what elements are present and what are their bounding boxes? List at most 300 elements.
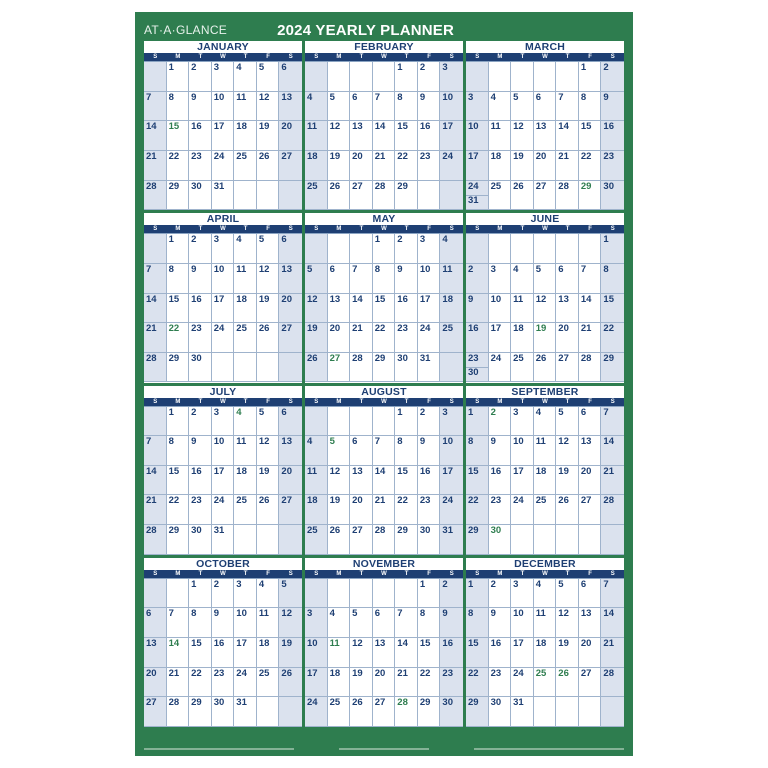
- day-cell[interactable]: [440, 181, 463, 211]
- day-cell[interactable]: [489, 495, 512, 525]
- day-cell[interactable]: [212, 579, 235, 609]
- day-cell[interactable]: [144, 579, 167, 609]
- day-cell[interactable]: [556, 697, 579, 727]
- day-cell[interactable]: [279, 181, 302, 211]
- day-cell[interactable]: [167, 294, 190, 324]
- day-cell[interactable]: [234, 608, 257, 638]
- day-cell[interactable]: [212, 323, 235, 353]
- day-cell[interactable]: [189, 407, 212, 437]
- day-cell[interactable]: [234, 151, 257, 181]
- day-cell[interactable]: [167, 264, 190, 294]
- day-cell[interactable]: [279, 151, 302, 181]
- day-cell[interactable]: [279, 608, 302, 638]
- day-cell[interactable]: [189, 436, 212, 466]
- day-cell[interactable]: [579, 121, 602, 151]
- day-cell[interactable]: [257, 181, 280, 211]
- day-cell[interactable]: [350, 466, 373, 496]
- day-cell[interactable]: [234, 525, 257, 555]
- day-cell[interactable]: [257, 436, 280, 466]
- day-cell[interactable]: [234, 668, 257, 698]
- day-cell[interactable]: [212, 92, 235, 122]
- day-cell[interactable]: [373, 294, 396, 324]
- day-cell[interactable]: [279, 121, 302, 151]
- day-cell[interactable]: [601, 121, 624, 151]
- day-cell[interactable]: [489, 121, 512, 151]
- day-cell[interactable]: [511, 638, 534, 668]
- day-cell[interactable]: [601, 234, 624, 264]
- day-cell[interactable]: [395, 495, 418, 525]
- day-cell[interactable]: [534, 466, 557, 496]
- day-cell[interactable]: [373, 234, 396, 264]
- day-cell[interactable]: [601, 668, 624, 698]
- day-cell[interactable]: [534, 525, 557, 555]
- day-cell[interactable]: [167, 407, 190, 437]
- day-cell[interactable]: [579, 525, 602, 555]
- day-cell[interactable]: [395, 234, 418, 264]
- day-cell[interactable]: [601, 579, 624, 609]
- day-cell[interactable]: [279, 353, 302, 383]
- day-cell[interactable]: [350, 92, 373, 122]
- day-cell[interactable]: [144, 608, 167, 638]
- day-cell[interactable]: [328, 62, 351, 92]
- day-cell[interactable]: [328, 436, 351, 466]
- day-cell[interactable]: [466, 697, 489, 727]
- day-cell[interactable]: [234, 92, 257, 122]
- day-cell[interactable]: [440, 407, 463, 437]
- day-cell[interactable]: [189, 525, 212, 555]
- day-cell[interactable]: [350, 181, 373, 211]
- day-cell[interactable]: [279, 436, 302, 466]
- day-cell[interactable]: [579, 608, 602, 638]
- day-cell[interactable]: [556, 353, 579, 383]
- day-cell[interactable]: [418, 234, 441, 264]
- day-cell[interactable]: [279, 323, 302, 353]
- day-cell[interactable]: [440, 525, 463, 555]
- day-cell[interactable]: [440, 466, 463, 496]
- day-cell[interactable]: [579, 495, 602, 525]
- day-cell[interactable]: [466, 608, 489, 638]
- day-cell[interactable]: [350, 323, 373, 353]
- day-cell[interactable]: [373, 62, 396, 92]
- day-cell[interactable]: [534, 323, 557, 353]
- day-cell[interactable]: [373, 668, 396, 698]
- day-cell[interactable]: [395, 525, 418, 555]
- day-cell[interactable]: [489, 151, 512, 181]
- day-cell[interactable]: [212, 151, 235, 181]
- day-cell[interactable]: [534, 697, 557, 727]
- day-cell[interactable]: [534, 294, 557, 324]
- day-cell[interactable]: [466, 234, 489, 264]
- day-cell[interactable]: [234, 323, 257, 353]
- day-cell[interactable]: [189, 121, 212, 151]
- day-cell[interactable]: [466, 121, 489, 151]
- day-cell[interactable]: [511, 181, 534, 211]
- day-cell[interactable]: [534, 608, 557, 638]
- day-cell[interactable]: [418, 668, 441, 698]
- day-cell[interactable]: [373, 608, 396, 638]
- day-cell[interactable]: [601, 525, 624, 555]
- day-cell[interactable]: [601, 294, 624, 324]
- day-cell[interactable]: [579, 92, 602, 122]
- day-cell[interactable]: [234, 294, 257, 324]
- day-cell[interactable]: [328, 294, 351, 324]
- day-cell[interactable]: [257, 697, 280, 727]
- day-cell[interactable]: [212, 264, 235, 294]
- day-cell[interactable]: [395, 62, 418, 92]
- day-cell[interactable]: [466, 495, 489, 525]
- day-cell[interactable]: [305, 264, 328, 294]
- day-cell[interactable]: [167, 323, 190, 353]
- day-cell[interactable]: [257, 151, 280, 181]
- day-cell[interactable]: [350, 436, 373, 466]
- day-cell[interactable]: [579, 234, 602, 264]
- day-cell[interactable]: [511, 495, 534, 525]
- day-cell[interactable]: [328, 353, 351, 383]
- day-cell[interactable]: [511, 525, 534, 555]
- day-cell[interactable]: [395, 638, 418, 668]
- day-cell[interactable]: [305, 323, 328, 353]
- day-cell[interactable]: [373, 264, 396, 294]
- day-cell[interactable]: [144, 436, 167, 466]
- day-cell[interactable]: [489, 323, 512, 353]
- day-cell[interactable]: [418, 323, 441, 353]
- day-cell[interactable]: [305, 62, 328, 92]
- day-cell[interactable]: [489, 407, 512, 437]
- day-cell[interactable]: [601, 608, 624, 638]
- day-cell[interactable]: [189, 62, 212, 92]
- day-cell[interactable]: [189, 151, 212, 181]
- day-cell[interactable]: [466, 525, 489, 555]
- day-cell[interactable]: [189, 323, 212, 353]
- day-cell[interactable]: [511, 294, 534, 324]
- day-cell[interactable]: [579, 294, 602, 324]
- day-cell[interactable]: [489, 466, 512, 496]
- day-cell[interactable]: [305, 234, 328, 264]
- day-cell[interactable]: [440, 62, 463, 92]
- day-cell[interactable]: [328, 668, 351, 698]
- day-cell[interactable]: [395, 697, 418, 727]
- day-cell[interactable]: [305, 525, 328, 555]
- day-cell[interactable]: [279, 62, 302, 92]
- day-cell[interactable]: [212, 466, 235, 496]
- day-cell[interactable]: [189, 234, 212, 264]
- day-cell[interactable]: [257, 62, 280, 92]
- day-cell[interactable]: [489, 294, 512, 324]
- day-cell[interactable]: [189, 92, 212, 122]
- day-cell[interactable]: [305, 294, 328, 324]
- day-cell[interactable]: [601, 407, 624, 437]
- day-cell[interactable]: [601, 466, 624, 496]
- day-cell[interactable]: [601, 323, 624, 353]
- day-cell[interactable]: [189, 294, 212, 324]
- day-cell[interactable]: [305, 353, 328, 383]
- day-cell[interactable]: [395, 294, 418, 324]
- day-cell[interactable]: [350, 495, 373, 525]
- day-cell[interactable]: [328, 181, 351, 211]
- day-cell[interactable]: [212, 638, 235, 668]
- day-cell[interactable]: [144, 638, 167, 668]
- day-cell[interactable]: [601, 92, 624, 122]
- day-cell[interactable]: [328, 525, 351, 555]
- day-cell[interactable]: [534, 121, 557, 151]
- day-cell[interactable]: [212, 697, 235, 727]
- day-cell[interactable]: [305, 466, 328, 496]
- day-cell[interactable]: [279, 407, 302, 437]
- day-cell[interactable]: [534, 234, 557, 264]
- day-cell[interactable]: [466, 466, 489, 496]
- day-cell[interactable]: [167, 697, 190, 727]
- day-cell[interactable]: [257, 668, 280, 698]
- day-cell[interactable]: [328, 579, 351, 609]
- day-cell[interactable]: [556, 234, 579, 264]
- day-cell[interactable]: [534, 92, 557, 122]
- day-cell[interactable]: [440, 264, 463, 294]
- day-cell[interactable]: [328, 151, 351, 181]
- day-cell[interactable]: [556, 436, 579, 466]
- day-cell[interactable]: [579, 62, 602, 92]
- day-cell[interactable]: [440, 436, 463, 466]
- day-cell[interactable]: [189, 668, 212, 698]
- day-cell[interactable]: [144, 466, 167, 496]
- day-cell[interactable]: [466, 294, 489, 324]
- day-cell[interactable]: [189, 181, 212, 211]
- day-cell[interactable]: [144, 234, 167, 264]
- day-cell[interactable]: [511, 466, 534, 496]
- day-cell[interactable]: [534, 151, 557, 181]
- day-cell[interactable]: [556, 608, 579, 638]
- day-cell[interactable]: [257, 495, 280, 525]
- day-cell[interactable]: [234, 495, 257, 525]
- day-cell[interactable]: [189, 495, 212, 525]
- day-cell[interactable]: [489, 525, 512, 555]
- day-cell[interactable]: [350, 121, 373, 151]
- day-cell[interactable]: [534, 62, 557, 92]
- day-cell[interactable]: [328, 323, 351, 353]
- day-cell[interactable]: [489, 697, 512, 727]
- day-cell[interactable]: [279, 264, 302, 294]
- day-cell[interactable]: [144, 495, 167, 525]
- day-cell[interactable]: [440, 323, 463, 353]
- day-cell[interactable]: [234, 62, 257, 92]
- day-cell[interactable]: [328, 608, 351, 638]
- day-cell[interactable]: [395, 353, 418, 383]
- day-cell[interactable]: [466, 638, 489, 668]
- day-cell[interactable]: [212, 407, 235, 437]
- day-cell[interactable]: [418, 181, 441, 211]
- day-cell[interactable]: [489, 608, 512, 638]
- day-cell[interactable]: [534, 668, 557, 698]
- day-cell[interactable]: [489, 234, 512, 264]
- day-cell[interactable]: [167, 121, 190, 151]
- day-cell[interactable]: [395, 151, 418, 181]
- day-cell[interactable]: [234, 264, 257, 294]
- day-cell[interactable]: [167, 608, 190, 638]
- day-cell[interactable]: [601, 264, 624, 294]
- day-cell[interactable]: [418, 436, 441, 466]
- day-cell[interactable]: [534, 436, 557, 466]
- day-cell[interactable]: [579, 579, 602, 609]
- day-cell[interactable]: [144, 181, 167, 211]
- day-cell[interactable]: [579, 436, 602, 466]
- day-cell[interactable]: [279, 525, 302, 555]
- day-cell[interactable]: [466, 436, 489, 466]
- day-cell[interactable]: [305, 638, 328, 668]
- day-cell[interactable]: [212, 294, 235, 324]
- day-cell[interactable]: [556, 121, 579, 151]
- day-cell[interactable]: [279, 697, 302, 727]
- day-cell[interactable]: [257, 353, 280, 383]
- day-cell[interactable]: [556, 668, 579, 698]
- day-cell[interactable]: [212, 608, 235, 638]
- day-cell[interactable]: [373, 638, 396, 668]
- day-cell[interactable]: [418, 525, 441, 555]
- day-cell[interactable]: [440, 608, 463, 638]
- day-cell[interactable]: [418, 608, 441, 638]
- day-cell[interactable]: [466, 62, 489, 92]
- day-cell[interactable]: [305, 697, 328, 727]
- day-cell[interactable]: [556, 151, 579, 181]
- day-cell[interactable]: [167, 234, 190, 264]
- day-cell[interactable]: [511, 121, 534, 151]
- day-cell[interactable]: [305, 668, 328, 698]
- day-cell[interactable]: [601, 353, 624, 383]
- day-cell[interactable]: [418, 638, 441, 668]
- day-cell[interactable]: [489, 579, 512, 609]
- day-cell[interactable]: [328, 495, 351, 525]
- day-cell[interactable]: [305, 151, 328, 181]
- day-cell[interactable]: [466, 264, 489, 294]
- day-cell[interactable]: [489, 92, 512, 122]
- day-cell[interactable]: [466, 323, 489, 353]
- day-cell[interactable]: [350, 264, 373, 294]
- day-cell[interactable]: [395, 92, 418, 122]
- day-cell[interactable]: [234, 353, 257, 383]
- day-cell[interactable]: [395, 579, 418, 609]
- day-cell[interactable]: [328, 638, 351, 668]
- day-cell[interactable]: [279, 294, 302, 324]
- day-cell[interactable]: [556, 294, 579, 324]
- day-cell[interactable]: [556, 264, 579, 294]
- day-cell[interactable]: [466, 579, 489, 609]
- day-cell[interactable]: [279, 668, 302, 698]
- day-cell[interactable]: [466, 668, 489, 698]
- day-cell[interactable]: [279, 579, 302, 609]
- day-cell[interactable]: [328, 697, 351, 727]
- day-cell[interactable]: [489, 638, 512, 668]
- day-cell[interactable]: [373, 495, 396, 525]
- day-cell[interactable]: [305, 495, 328, 525]
- day-cell[interactable]: [466, 353, 489, 383]
- day-cell[interactable]: [234, 436, 257, 466]
- day-cell[interactable]: [212, 436, 235, 466]
- day-cell[interactable]: [189, 264, 212, 294]
- day-cell[interactable]: [373, 92, 396, 122]
- day-cell[interactable]: [418, 579, 441, 609]
- day-cell[interactable]: [440, 353, 463, 383]
- day-cell[interactable]: [418, 697, 441, 727]
- day-cell[interactable]: [601, 697, 624, 727]
- day-cell[interactable]: [328, 466, 351, 496]
- day-cell[interactable]: [395, 264, 418, 294]
- day-cell[interactable]: [373, 466, 396, 496]
- day-cell[interactable]: [234, 697, 257, 727]
- day-cell[interactable]: [167, 353, 190, 383]
- day-cell[interactable]: [556, 62, 579, 92]
- day-cell[interactable]: [144, 62, 167, 92]
- day-cell[interactable]: [579, 181, 602, 211]
- day-cell[interactable]: [305, 121, 328, 151]
- day-cell[interactable]: [440, 697, 463, 727]
- day-cell[interactable]: [534, 579, 557, 609]
- day-cell[interactable]: [601, 62, 624, 92]
- day-cell[interactable]: [257, 608, 280, 638]
- day-cell[interactable]: [534, 264, 557, 294]
- day-cell[interactable]: [212, 62, 235, 92]
- day-cell[interactable]: [440, 151, 463, 181]
- day-cell[interactable]: [350, 638, 373, 668]
- day-cell[interactable]: [305, 181, 328, 211]
- day-cell[interactable]: [601, 436, 624, 466]
- day-cell[interactable]: [144, 151, 167, 181]
- day-cell[interactable]: [601, 181, 624, 211]
- day-cell[interactable]: [350, 353, 373, 383]
- day-cell[interactable]: [212, 668, 235, 698]
- day-cell[interactable]: [279, 495, 302, 525]
- day-cell[interactable]: [234, 181, 257, 211]
- day-cell[interactable]: [257, 638, 280, 668]
- day-cell[interactable]: [511, 436, 534, 466]
- day-cell[interactable]: [579, 668, 602, 698]
- day-cell[interactable]: [167, 436, 190, 466]
- day-cell[interactable]: [305, 92, 328, 122]
- day-cell[interactable]: [257, 264, 280, 294]
- day-cell[interactable]: [489, 353, 512, 383]
- day-cell[interactable]: [257, 525, 280, 555]
- day-cell[interactable]: [257, 294, 280, 324]
- day-cell[interactable]: [440, 92, 463, 122]
- day-cell[interactable]: [234, 121, 257, 151]
- day-cell[interactable]: [579, 697, 602, 727]
- day-cell[interactable]: [257, 92, 280, 122]
- day-cell[interactable]: [234, 234, 257, 264]
- day-cell[interactable]: [440, 495, 463, 525]
- day-cell[interactable]: [556, 92, 579, 122]
- day-cell[interactable]: [440, 121, 463, 151]
- day-cell[interactable]: [350, 294, 373, 324]
- day-cell[interactable]: [440, 579, 463, 609]
- day-cell[interactable]: [418, 353, 441, 383]
- day-cell[interactable]: [305, 436, 328, 466]
- day-cell[interactable]: [418, 264, 441, 294]
- day-cell[interactable]: [144, 121, 167, 151]
- day-cell[interactable]: [328, 264, 351, 294]
- day-cell[interactable]: [350, 579, 373, 609]
- day-cell[interactable]: [556, 525, 579, 555]
- day-cell[interactable]: [257, 579, 280, 609]
- day-cell[interactable]: [328, 407, 351, 437]
- day-cell[interactable]: [144, 525, 167, 555]
- day-cell[interactable]: [350, 151, 373, 181]
- day-cell[interactable]: [350, 668, 373, 698]
- day-cell[interactable]: [167, 466, 190, 496]
- day-cell[interactable]: [418, 407, 441, 437]
- day-cell[interactable]: [395, 608, 418, 638]
- day-cell[interactable]: [601, 495, 624, 525]
- day-cell[interactable]: [418, 151, 441, 181]
- day-cell[interactable]: [418, 466, 441, 496]
- day-cell[interactable]: [144, 353, 167, 383]
- day-cell[interactable]: [144, 264, 167, 294]
